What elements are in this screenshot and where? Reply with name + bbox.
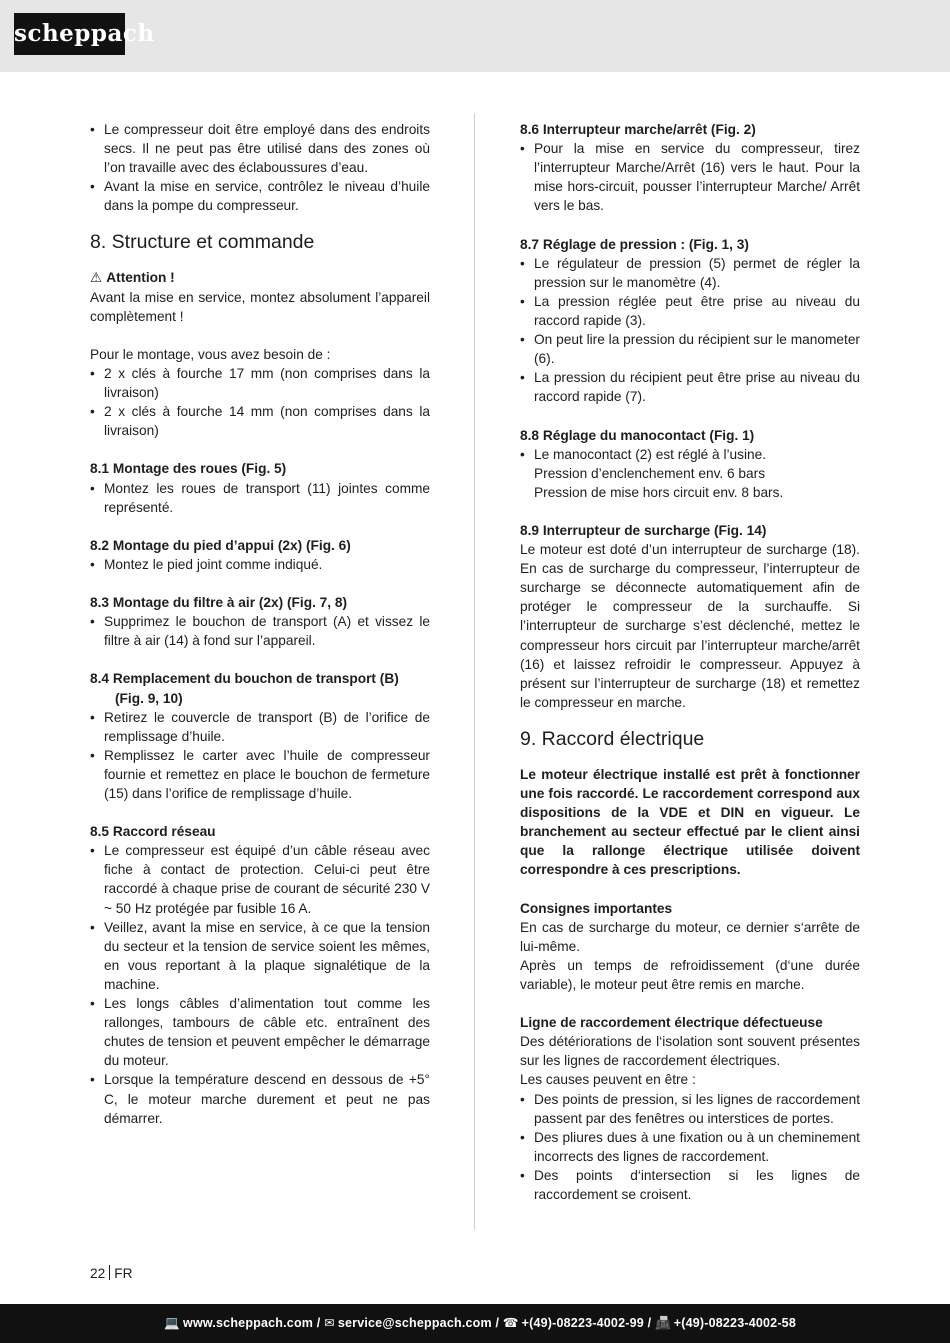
list-item: • Retirez le couvercle de transport (B) de l’orifice de remplissage d’huile.: [90, 708, 430, 746]
left-column: [90, 120, 430, 1128]
list-item: • Des pliures dues à une fixation ou à un cheminement incorrects des lignes de raccordement.: [520, 1128, 860, 1166]
header-band: [0, 0, 950, 72]
section-8-title: 8. Structure et commande: [90, 231, 315, 254]
section-8-1-list: [90, 479, 430, 517]
section-8-8-title: 8.8 Réglage du manocontact (Fig. 1): [520, 427, 755, 443]
list-item: • Lorsque la température descend en dessous de +5° C, le moteur marche durement et peut ne pas démarrer.: [90, 1070, 430, 1127]
list-item: • Montez les roues de transport (11) jointes comme représenté.: [90, 479, 430, 517]
list-item: • Des points d‘intersection si les lignes de raccordement se croisent.: [520, 1166, 860, 1204]
consignes-paragraph: En cas de surcharge du moteur, ce dernier s‘arrête de lui-même.: [520, 919, 860, 954]
section-8-3-title: 8.3 Montage du filtre à air (2x) (Fig. 7, 8): [90, 595, 348, 611]
list-item: • On peut lire la pression du récipient sur le manometer (6).: [520, 330, 860, 368]
contact-bar: [0, 1304, 950, 1343]
section-8-8-list: [520, 445, 860, 464]
section-8-5-title: 8.5 Raccord réseau: [90, 824, 216, 840]
list-item: • Le compresseur est équipé d’un câble réseau avec fiche à contact de protection. Celui-ci peut être raccordé à chaque prise de courant de sécurité 230 V ~ 50 Hz protégée par fusible 16 A.: [90, 841, 430, 917]
section-8-9-text: Le moteur est doté d’un interrupteur de surcharge (18). En cas de surcharge du compresseur, l’interrupteur de surcharge se déconnecte automatiquement afin de protéger le compresseur de la surchauffe. Si l’interrupteur de surcharge s’est déclenché, mettez le compresseur hors circuit par l’interrupteur marche/arrêt (16) et laissez refroidir le compresseur. Appuyez à présent sur l’interrupteur de surcharge (18) et remettez le compresseur en marche.: [520, 542, 860, 710]
list-item: • Les longs câbles d’alimentation tout comme les rallonges, tambours de câble etc. entraînent des chutes de tension et peuvent empêcher le démarrage du moteur.: [90, 994, 430, 1070]
computer-icon: 💻: [164, 1316, 181, 1330]
section-8-2-title: 8.2 Montage du pied d’appui (2x) (Fig. 6): [90, 537, 351, 553]
list-item: • 2 x clés à fourche 14 mm (non comprises dans la livraison): [90, 402, 430, 440]
attention-label: Attention !: [106, 270, 175, 286]
column-divider: [474, 113, 475, 1230]
list-item: • Veillez, avant la mise en service, à ce que la tension du secteur et la tension de service soient les mêmes, en vous reportant à la plaque signalétique de la machine.: [90, 918, 430, 994]
section-8-6-list: [520, 139, 860, 215]
consignes-title: Consignes importantes: [520, 900, 673, 916]
list-item: • Le régulateur de pression (5) permet de régler la pression sur le manomètre (4).: [520, 254, 860, 292]
section-8-1-title: 8.1 Montage des roues (Fig. 5): [90, 461, 287, 477]
section-8-5-list: [90, 841, 430, 1127]
brand-logo: scheppach: [14, 13, 125, 55]
attention-text: Avant la mise en service, montez absolument l’appareil complètement !: [90, 289, 430, 324]
page-footer: [90, 1265, 132, 1281]
section-8-7-title: 8.7 Réglage de pression : (Fig. 1, 3): [520, 236, 749, 252]
page-separator: [109, 1265, 110, 1280]
list-item: • Le manocontact (2) est réglé à l’usine.: [520, 445, 860, 464]
page-number: 22: [90, 1266, 106, 1281]
phone-icon: ☎: [502, 1316, 519, 1330]
montage-intro: Pour le montage, vous avez besoin de :: [90, 346, 331, 362]
list-item: • Des points de pression, si les lignes de raccordement passent par des fenêtres ou interstices de portes.: [520, 1090, 860, 1128]
section-8-4-title-cont: (Fig. 9, 10): [115, 690, 183, 706]
list-item: • Avant la mise en service, contrôlez le niveau d’huile dans la pompe du compresseur.: [90, 177, 430, 215]
mail-icon: ✉: [324, 1316, 335, 1330]
section-8-4-title: 8.4 Remplacement du bouchon de transport (B): [90, 671, 399, 687]
ligne-title: Ligne de raccordement électrique défectueuse: [520, 1015, 823, 1031]
list-item: • Le compresseur doit être employé dans des endroits secs. Il ne peut pas être utilisé dans des zones où l’on travaille avec des éclaboussures d’eau.: [90, 120, 430, 177]
ligne-list: [520, 1090, 860, 1205]
list-item: • Montez le pied joint comme indiqué.: [90, 555, 430, 574]
list-item: • La pression réglée peut être prise au niveau du raccord rapide (3).: [520, 292, 860, 330]
list-item: • La pression du récipient peut être prise au niveau du raccord rapide (7).: [520, 368, 860, 406]
fax-icon: 📠: [654, 1316, 671, 1330]
intro-list: [90, 120, 430, 215]
section-8-7-list: [520, 254, 860, 407]
attention-heading: [90, 268, 430, 287]
section-8-9-title: 8.9 Interrupteur de surcharge (Fig. 14): [520, 522, 767, 538]
montage-list: [90, 364, 430, 440]
section-9-title: 9. Raccord électrique: [520, 727, 705, 750]
section-9-bold-text: Le moteur électrique installé est prêt à fonctionner une fois raccordé. Le raccordement correspond aux dispositions de la VDE et DIN en vigueur. Le branchement au secteur effectué par le client ainsi que la rallonge électrique utilisée doivent correspondre à ces prescriptions.: [520, 766, 860, 878]
list-item: • 2 x clés à fourche 17 mm (non comprises dans la livraison): [90, 364, 430, 402]
list-item: • Pour la mise en service du compresseur, tirez l’interrupteur Marche/Arrêt (16) vers le haut. Pour la mise hors-circuit, pousser l’interrupteur Marche/ Arrêt vers le bas.: [520, 139, 860, 215]
pressure-on-line: Pression d’enclenchement env. 6 bars: [534, 465, 766, 481]
email-link[interactable]: service@scheppach.com /: [337, 1316, 500, 1330]
warning-triangle-icon: ⚠: [90, 270, 103, 286]
section-8-2-list: [90, 555, 430, 574]
language-code: FR: [114, 1266, 133, 1281]
list-item: • Remplissez le carter avec l’huile de compresseur fournie et remettez en place le bouchon de fermeture (15) dans l’orifice de remplissage d’huile.: [90, 746, 430, 803]
pressure-off-line: Pression de mise hors circuit env. 8 bars.: [534, 484, 784, 500]
fax-number: +(49)-08223-4002-58: [673, 1316, 796, 1330]
section-8-3-list: [90, 612, 430, 650]
ligne-paragraph: Les causes peuvent en être :: [520, 1072, 696, 1088]
right-column: [520, 120, 860, 1204]
list-item: • Supprimez le bouchon de transport (A) et vissez le filtre à air (14) à fond sur l’appareil.: [90, 612, 430, 650]
website-link[interactable]: www.scheppach.com /: [183, 1316, 321, 1330]
section-8-4-list: [90, 708, 430, 803]
section-8-6-title: 8.6 Interrupteur marche/arrêt (Fig. 2): [520, 122, 756, 137]
phone-number: +(49)-08223-4002-99 /: [521, 1316, 652, 1330]
ligne-paragraph: Des détériorations de l‘isolation sont souvent présentes sur les lignes de raccordement électriques.: [520, 1034, 860, 1069]
consignes-paragraph: Après un temps de refroidissement (d‘une durée variable), le moteur peut être remis en marche.: [520, 957, 860, 992]
contact-line: [164, 1315, 796, 1331]
